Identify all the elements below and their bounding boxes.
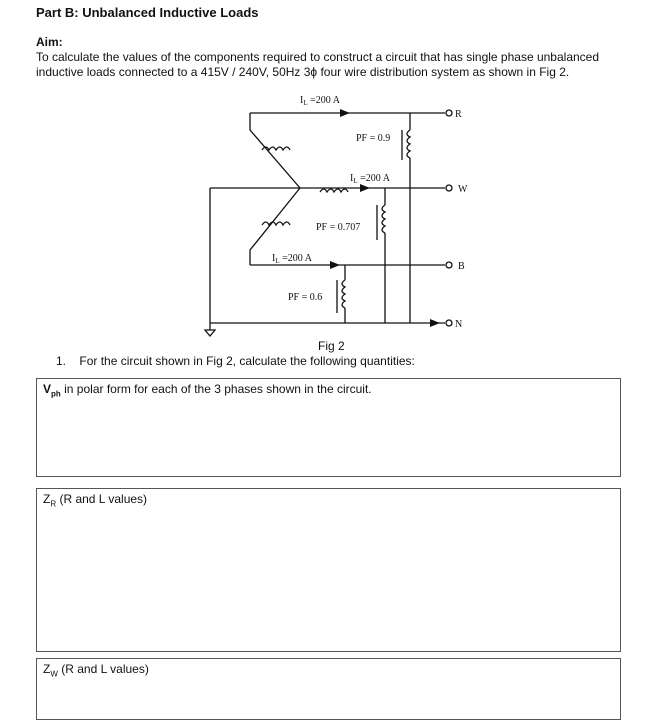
section-heading: Part B: Unbalanced Inductive Loads bbox=[36, 5, 259, 20]
aim-title: Aim: bbox=[36, 35, 63, 49]
terminal-r bbox=[446, 110, 452, 116]
terminal-w bbox=[446, 185, 452, 191]
line-label-b: B bbox=[458, 261, 465, 272]
aim-text: To calculate the values of the components required to construct a circuit that has single phase unbalanced inductive loads connected to a 415V / 240V, 50Hz 3ϕ four wire distribution system as shown in Fig 2. bbox=[36, 50, 600, 79]
question-1 bbox=[56, 354, 415, 368]
circuit-diagram bbox=[0, 0, 655, 345]
line-label-r: R bbox=[455, 109, 462, 120]
answer-box-zr[interactable] bbox=[36, 488, 621, 652]
line-label-w: W bbox=[458, 184, 468, 195]
current-label-r: $I_L =200$ A bbox=[300, 95, 340, 107]
pf-label-b: PF = 0.6 bbox=[288, 292, 323, 303]
question-number: 1. bbox=[56, 354, 67, 368]
answer-box-label-vph: $V_{ph}$ in polar form for each of the 3 phases shown in the circuit. bbox=[43, 382, 372, 399]
pf-label-r: PF = 0.9 bbox=[356, 133, 391, 144]
answer-box-zw[interactable] bbox=[36, 658, 621, 720]
line-label-n: N bbox=[455, 319, 463, 330]
answer-box-vph[interactable] bbox=[36, 378, 621, 477]
coil-w-load bbox=[382, 205, 385, 233]
ground-icon bbox=[205, 330, 215, 336]
coil-b-load bbox=[342, 280, 345, 308]
answer-box-label-zw: $Z_W$ (R and L values) bbox=[43, 662, 149, 679]
current-label-w: $I_L =200$ A bbox=[350, 173, 390, 185]
star-arm-r bbox=[250, 113, 300, 188]
answer-box-label-zr: $Z_R$ (R and L values) bbox=[43, 492, 148, 509]
coil-w-source bbox=[320, 189, 348, 192]
current-label-b: $I_L =200$ A bbox=[272, 253, 312, 265]
figure-caption: Fig 2 bbox=[318, 339, 345, 353]
pf-label-w: PF = 0.707 bbox=[316, 222, 361, 233]
terminal-b bbox=[446, 262, 452, 268]
coil-r-load bbox=[407, 130, 410, 158]
coil-b-source bbox=[262, 222, 290, 225]
terminal-n bbox=[446, 320, 452, 326]
question-text: For the circuit shown in Fig 2, calculate the following quantities: bbox=[79, 354, 415, 368]
